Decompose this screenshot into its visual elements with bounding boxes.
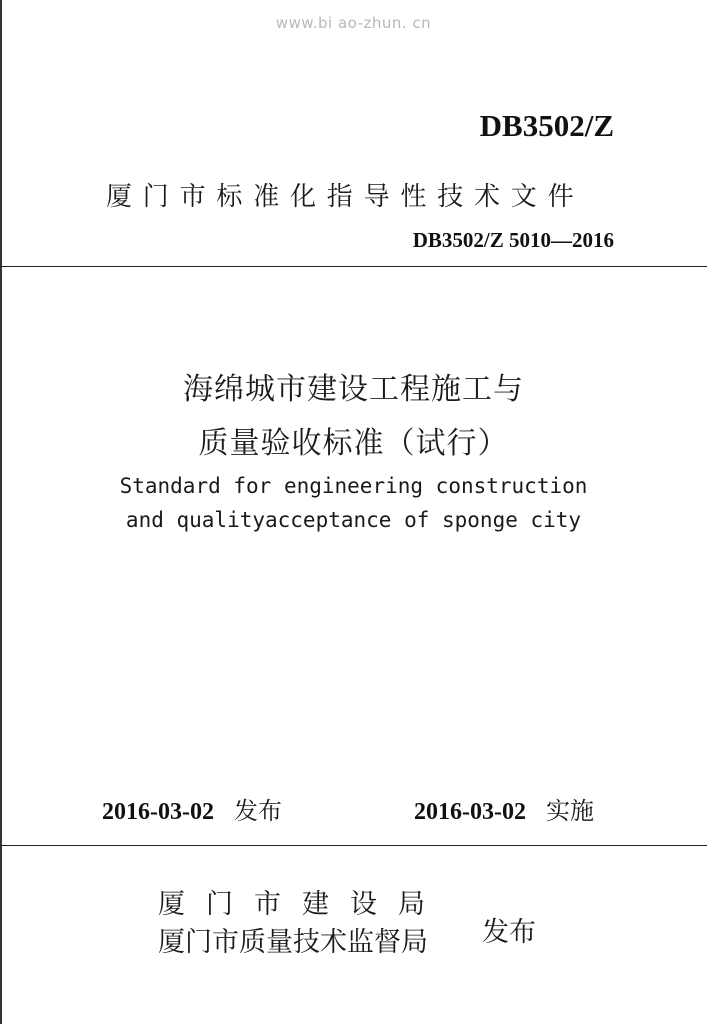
title-english-line-2: and qualityacceptance of sponge city <box>125 508 582 532</box>
issuer-publish-label: 发布 <box>482 917 536 948</box>
publish-date: 2016-03-02 <box>102 799 214 825</box>
standard-code: DB3502/Z <box>479 108 614 143</box>
implement-label: 实施 <box>545 797 594 825</box>
publish-date-line <box>102 791 282 825</box>
header-divider <box>0 266 707 267</box>
footer-divider <box>0 845 707 846</box>
title-english-line-1: Standard for engineering construction <box>119 474 588 498</box>
title-chinese-line-1: 海绵城市建设工程施工与 <box>183 372 524 407</box>
standard-number: DB3502/Z 5010—2016 <box>412 228 614 252</box>
issuer-construction-bureau: 厦门市建设局 <box>158 889 446 920</box>
watermark-text: www.bi ao-zhun. cn <box>275 14 432 32</box>
title-chinese-line-2: 质量验收标准（试行） <box>198 426 509 461</box>
implement-date: 2016-03-02 <box>414 799 526 825</box>
issuer-quality-supervision-bureau: 厦门市质量技术监督局 <box>158 927 428 958</box>
document-type-heading: 厦门市标准化指导性技术文件 <box>106 182 585 212</box>
implement-date-line <box>414 791 594 825</box>
publish-label: 发布 <box>233 797 282 825</box>
